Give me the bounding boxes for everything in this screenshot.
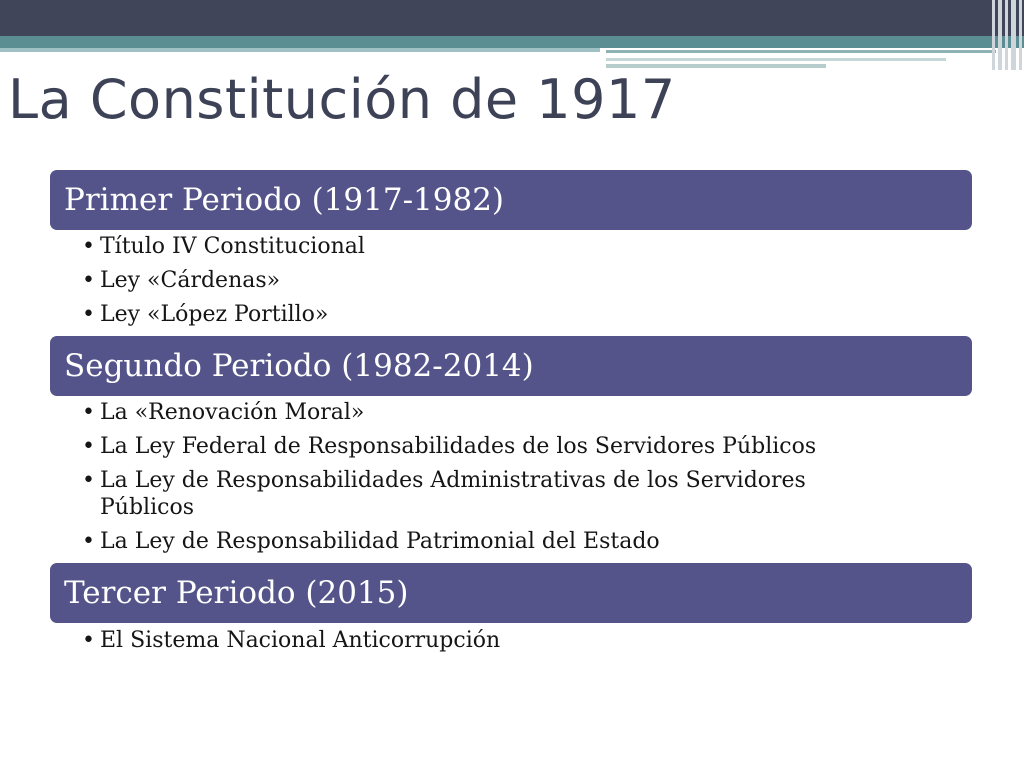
- section-header-primer-periodo: [50, 170, 972, 230]
- bullet-list: [78, 399, 900, 562]
- list-item: • Ley «Cárdenas»: [78, 267, 900, 294]
- decorative-stripes: [990, 0, 1024, 70]
- bullet-list: [78, 627, 900, 661]
- section-header-segundo-periodo: [50, 336, 972, 396]
- list-item: • La Ley Federal de Responsabilidades de los Servidores Públicos: [78, 433, 900, 460]
- list-item: • Ley «López Portillo»: [78, 301, 900, 328]
- slide-title: La Constitución de 1917: [8, 68, 676, 131]
- list-item: • La «Renovación Moral»: [78, 399, 900, 426]
- section-header-label: Primer Periodo (1917-1982): [64, 182, 505, 218]
- decorative-line: [606, 50, 996, 53]
- top-accent-line: [0, 48, 600, 52]
- decorative-line: [606, 58, 946, 61]
- section-header-label: Tercer Periodo (2015): [64, 575, 409, 611]
- list-item: • El Sistema Nacional Anticorrupción: [78, 627, 900, 654]
- list-item: • La Ley de Responsabilidades Administrativas de los Servidores Públicos: [78, 467, 880, 521]
- top-decorative-bar: [0, 0, 1024, 36]
- bullet-list: [78, 233, 900, 335]
- section-header-tercer-periodo: [50, 563, 972, 623]
- top-accent-bar: [0, 36, 1024, 48]
- list-item: • La Ley de Responsabilidad Patrimonial del Estado: [78, 528, 900, 555]
- section-header-label: Segundo Periodo (1982-2014): [64, 348, 534, 384]
- list-item: • Título IV Constitucional: [78, 233, 900, 260]
